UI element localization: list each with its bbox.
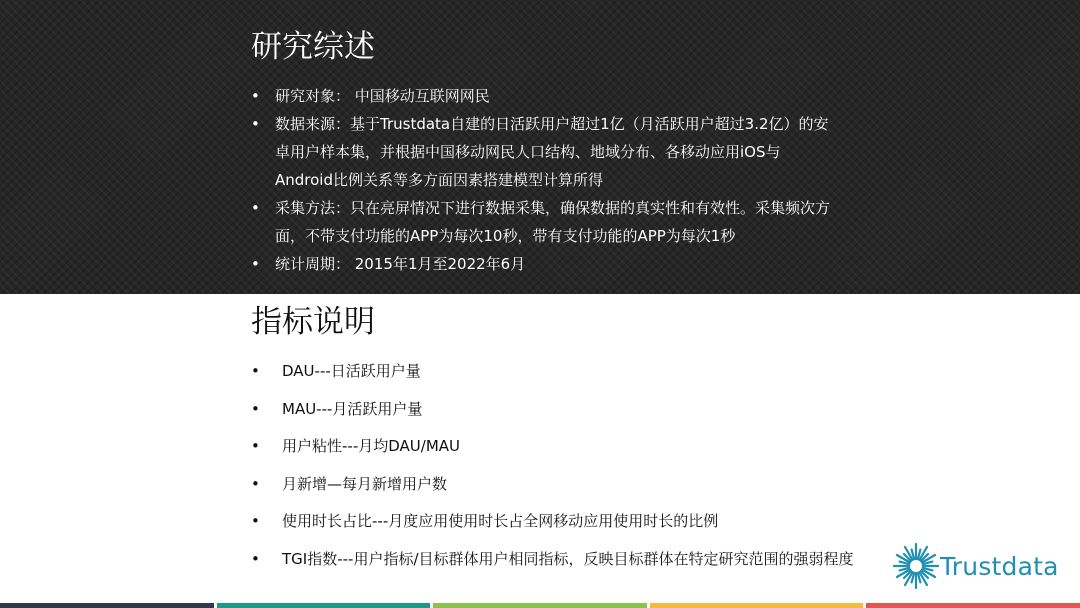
list-item [251,82,831,110]
list-item-text: 数据来源：基于Trustdata自建的日活跃用户超过1亿（月活跃用户超过3.2亿）的安卓用户样本集，并根据中国移动网民人口结构、地域分布、各移动应用iOS与Android比例关系等多方面因素搭建模型计算所得 [275,115,829,189]
list-item-text: 使用时长占比---月度应用使用时长占全网移动应用使用时长的比例 [282,512,719,531]
color-bar-segment [433,603,647,608]
list-item-text: MAU---月活跃用户量 [282,399,423,418]
bullet: • [251,437,260,456]
list-item [251,110,831,194]
color-bar-segment [650,603,864,608]
metrics-list [251,357,901,583]
list-item [251,250,831,278]
bullet: • [251,115,260,133]
list-item-text: 统计周期： 2015年1月至2022年6月 [275,255,526,273]
logo-text: Trustdata [940,551,1059,581]
bullet: • [251,399,260,418]
bullet: • [251,512,260,531]
bullet: • [251,87,260,105]
bullet: • [251,474,260,493]
bullet: • [251,255,260,273]
trustdata-logo [893,536,1065,596]
bullet: • [251,549,260,568]
list-item-text: DAU---日活跃用户量 [282,362,421,380]
list-item [251,507,901,545]
starburst-icon [893,538,939,594]
research-overview-list [251,82,831,278]
color-bar-segment [0,603,214,608]
list-item [251,194,831,250]
research-overview-title: 研究综述 [251,29,375,65]
bullet: • [251,199,260,217]
color-bar-segment [217,603,431,608]
bullet: • [251,362,260,380]
list-item [251,470,901,508]
bottom-color-bar [0,603,1080,608]
list-item-text: 月新增—每月新增用户数 [282,474,448,493]
list-item-text: 用户粘性---月均DAU/MAU [282,437,461,456]
color-bar-segment [866,603,1080,608]
list-item [251,357,901,395]
list-item [251,432,901,470]
list-item [251,545,901,583]
list-item-text: 采集方法：只在亮屏情况下进行数据采集，确保数据的真实性和有效性。采集频次方面，不带支付功能的APP为每次10秒，带有支付功能的APP为每次1秒 [275,199,831,245]
list-item [251,395,901,433]
metrics-title: 指标说明 [251,304,375,340]
list-item-text: 研究对象： 中国移动互联网网民 [275,87,490,105]
list-item-text: TGI指数---用户指标/目标群体用户相同指标，反映目标群体在特定研究范围的强弱程度 [282,549,854,568]
